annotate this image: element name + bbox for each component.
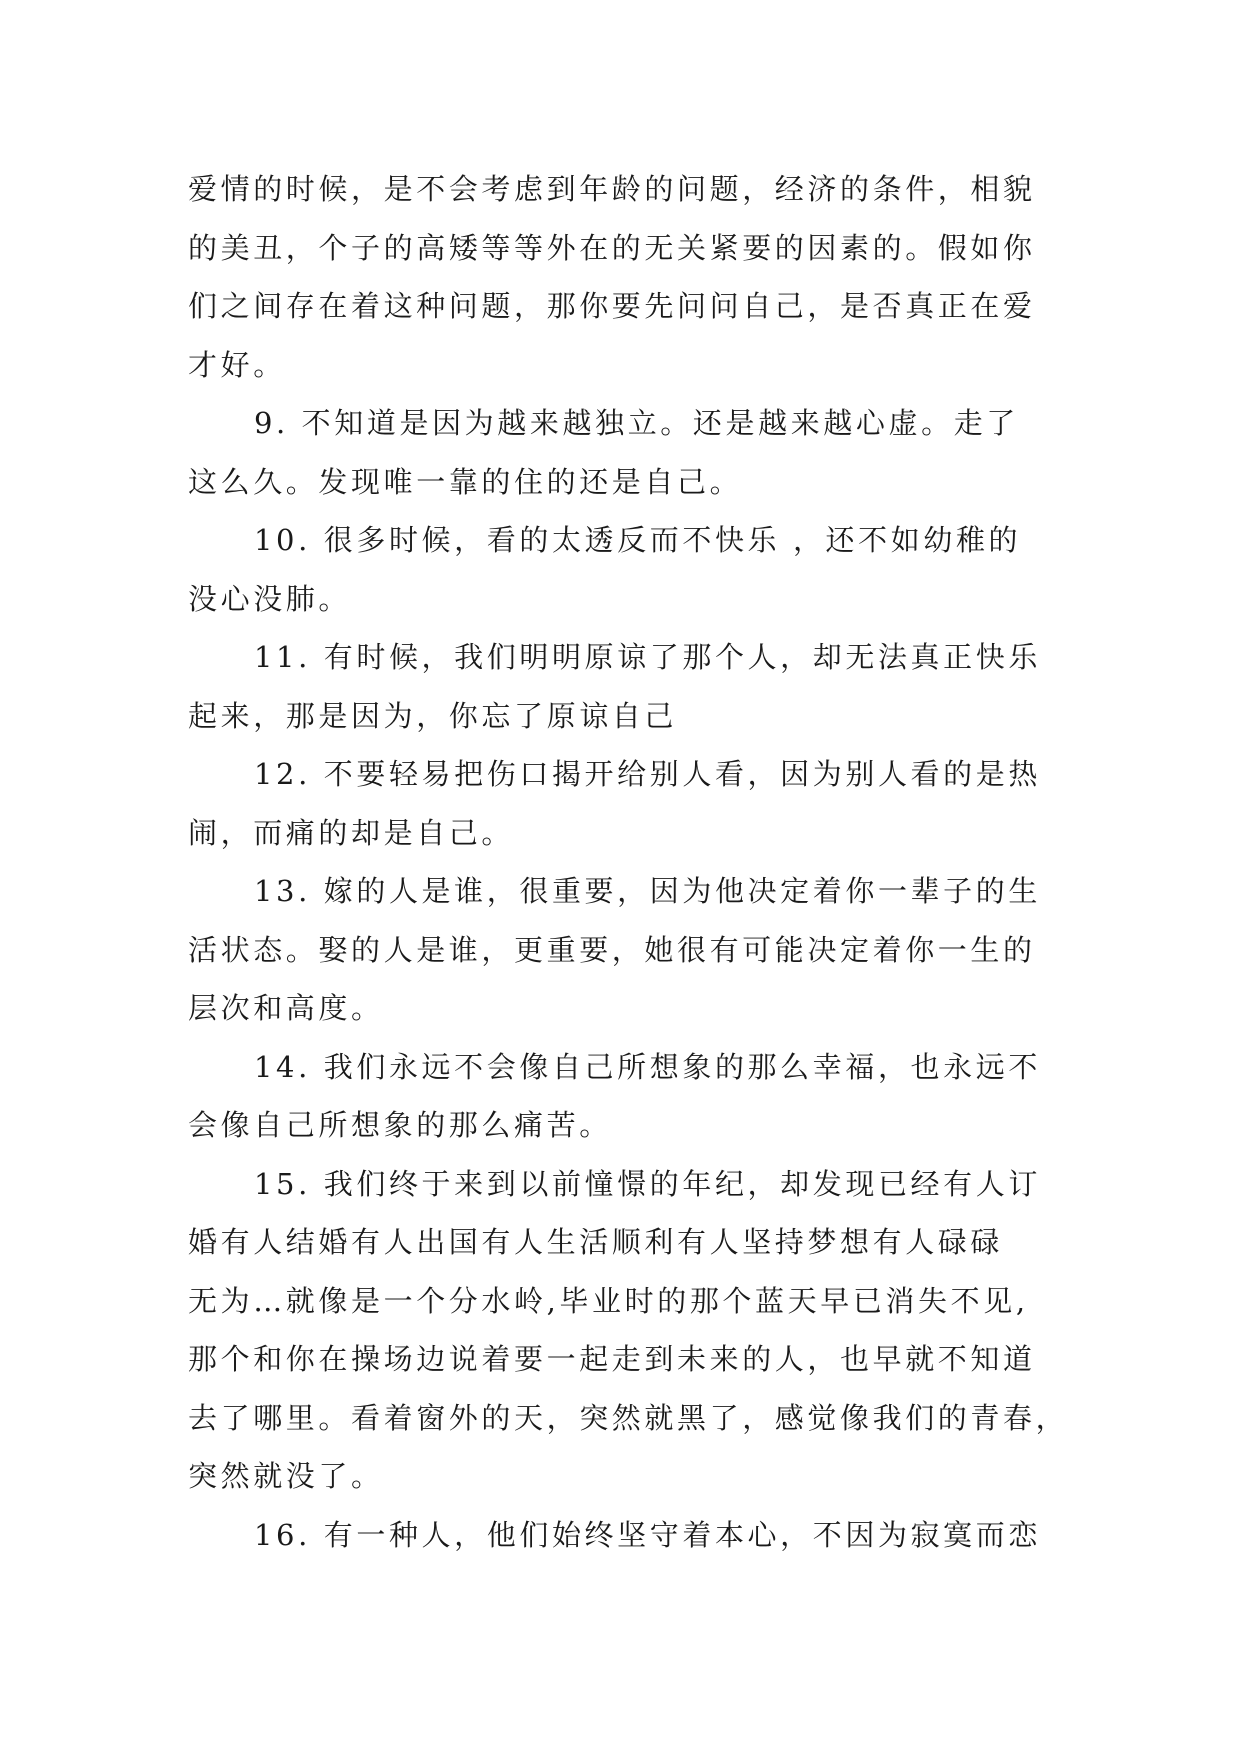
- item-12-line: 12. 不要轻易把伤口揭开给别人看，因为别人看的是热: [254, 757, 1041, 791]
- text-line: 爱情的时候，是不会考虑到年龄的问题，经济的条件，相貌: [188, 172, 1036, 206]
- text-line: 无为…就像是一个分水岭,毕业时的那个蓝天早已消失不见,: [188, 1283, 1029, 1318]
- text-line: 没心没肺。: [188, 581, 352, 616]
- text-line: 才好。: [188, 347, 286, 382]
- text-line: 会像自己所想象的那么痛苦。: [188, 1108, 612, 1142]
- text-line: 层次和高度。: [188, 991, 384, 1025]
- text-line: 这么久。发现唯一靠的住的还是自己。: [188, 464, 743, 499]
- item-13-line: 13. 嫁的人是谁，很重要，因为他决定着你一辈子的生: [254, 874, 1041, 908]
- item-11-line: 11. 有时候，我们明明原谅了那个人，却无法真正快乐: [254, 640, 1041, 674]
- text-line: 闹，而痛的却是自己。: [188, 815, 515, 850]
- item-15-line: 15. 我们终于来到以前憧憬的年纪，却发现已经有人订: [254, 1166, 1041, 1201]
- text-line: 婚有人结婚有人出国有人生活顺利有人坚持梦想有人碌碌: [188, 1225, 1004, 1259]
- item-14-line: 14. 我们永远不会像自己所想象的那么幸福，也永远不: [254, 1049, 1041, 1084]
- text-line: 那个和你在操场边说着要一起走到未来的人，也早就不知道: [188, 1342, 1036, 1376]
- text-line: 去了哪里。看着窗外的天，突然就黑了，感觉像我们的青春，: [188, 1400, 1069, 1435]
- text-line: 的美丑，个子的高矮等等外在的无关紧要的因素的。假如你: [188, 230, 1036, 265]
- text-line: 们之间存在着这种问题，那你要先问问自己，是否真正在爱: [188, 289, 1036, 323]
- text-line: 突然就没了。: [188, 1459, 384, 1493]
- item-10-line: 10. 很多时候，看的太透反而不快乐 ，还不如幼稚的: [254, 523, 1022, 557]
- text-line: 起来，那是因为，你忘了原谅自己: [188, 698, 678, 733]
- item-16-line: 16. 有一种人，他们始终坚守着本心，不因为寂寞而恋: [254, 1517, 1041, 1552]
- body-text: [188, 160, 1068, 1564]
- text-line: 活状态。娶的人是谁，更重要，她很有可能决定着你一生的: [188, 932, 1036, 967]
- item-9-line: 9. 不知道是因为越来越独立。还是越来越心虚。走了: [254, 406, 1019, 440]
